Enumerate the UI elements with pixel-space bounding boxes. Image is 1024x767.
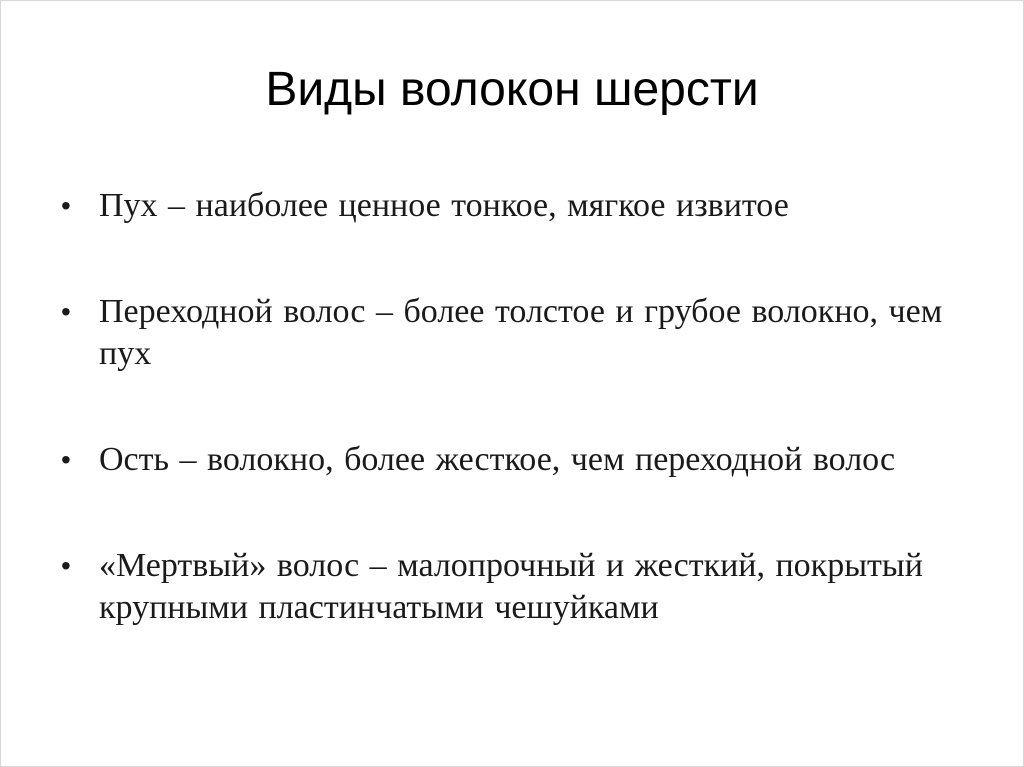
slide-title: Виды волокон шерсти <box>265 63 759 116</box>
bullet-item-transitional-hair <box>61 291 961 375</box>
bullet-item-down <box>61 185 961 227</box>
bullet-text: Ость – волокно, более жесткое, чем переходной волос <box>99 441 896 478</box>
bullet-item-dead-hair <box>61 545 961 629</box>
bullet-dot-icon: • <box>61 296 71 327</box>
bullet-text: «Мертвый» волос – малопрочный и жесткий, покрытый крупными пластинчатыми чешуйками <box>99 547 923 626</box>
bullet-dot-icon: • <box>61 550 71 581</box>
bullet-dot-icon: • <box>61 190 71 221</box>
bullet-text: Переходной волос – более толстое и грубое волокно, чем пух <box>99 293 943 372</box>
bullet-text: Пух – наиболее ценное тонкое, мягкое извитое <box>99 187 789 224</box>
bullet-item-awn <box>61 439 961 481</box>
bullet-list <box>61 185 961 629</box>
bullet-dot-icon: • <box>61 444 71 475</box>
